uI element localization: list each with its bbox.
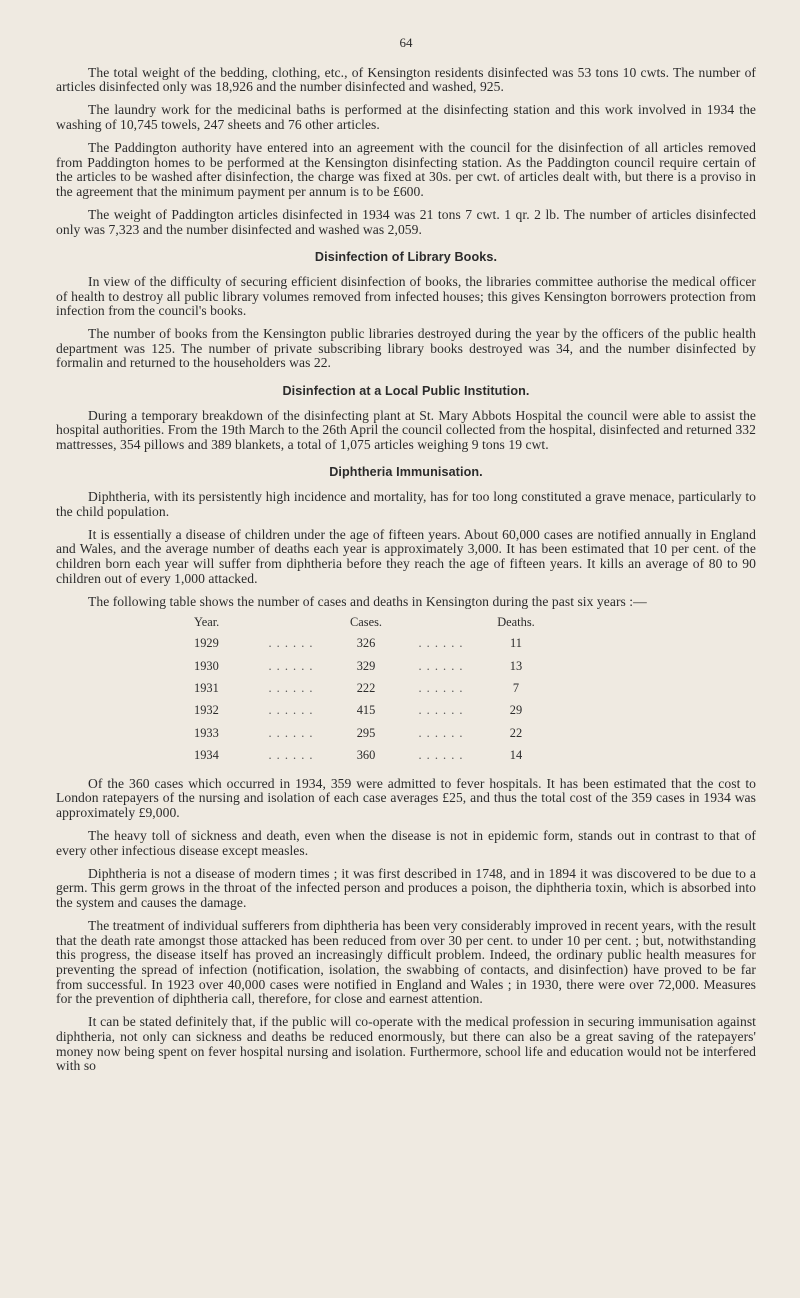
dot-leader: . . . . . . bbox=[418, 636, 464, 651]
cell-year: 1930 bbox=[194, 658, 219, 673]
cell-year: 1933 bbox=[194, 725, 219, 740]
paragraph-diphtheria-menace: Diphtheria, with its persistently high incidence and mortality, has for too long constituted a grave menace, particularly to the child population. bbox=[56, 489, 756, 519]
paragraph-paddington-weight: The weight of Paddington articles disinfected in 1934 was 21 tons 7 cwt. 1 qr. 2 lb. The number of articles disinfected only was 7,323 and the number disinfected and washed was 2,059. bbox=[56, 207, 756, 237]
cell-cases: 329 bbox=[356, 658, 376, 673]
cell-cases: 326 bbox=[356, 636, 376, 651]
paragraph-diphtheria-children: It is essentially a disease of children under the age of fifteen years. About 60,000 cases are notified annually in England and Wales, and the average number of deaths each year is approximately 3,000. It has been estimated that 10 per cent. of the children born each year will suffer from diphtheria before they reach the age of fifteen years. It kills an average of 80 to 90 children out of every 1,000 attacked. bbox=[56, 526, 756, 586]
paragraph-immunisation: It can be stated definitely that, if the public will co-operate with the medical profession in securing immunisation against diphtheria, not only can sickness and deaths be reduced enormously, but there can also be a great saving of the ratepayers' money now being spent on fever hospital nursing and isolation. Furthermore, school life and education would not be interfered with so bbox=[56, 1014, 756, 1074]
page-number: 64 bbox=[399, 35, 413, 50]
dot-leader: . . . . . . bbox=[418, 703, 464, 718]
cell-deaths: 22 bbox=[509, 725, 523, 740]
cell-year: 1932 bbox=[194, 703, 219, 718]
dot-leader: . . . . . . bbox=[268, 681, 314, 696]
paragraph-library-policy: In view of the difficulty of securing efficient disinfection of books, the libraries committee authorise the medical officer of health to destroy all public library volumes removed from infected houses; this gives Kensington borrowers protection from infection from the council's books. bbox=[56, 273, 756, 319]
cell-cases: 415 bbox=[356, 703, 376, 718]
heading-diphtheria-immunisation: Diphtheria Immunisation. bbox=[329, 465, 483, 480]
paragraph-heavy-toll: The heavy toll of sickness and death, even when the disease is not in epidemic form, stands out in contrast to that of every other infectious disease except measles. bbox=[56, 828, 756, 858]
dot-leader: . . . . . . bbox=[268, 703, 314, 718]
table-row bbox=[194, 722, 546, 744]
table-row bbox=[194, 744, 546, 766]
table-row bbox=[194, 655, 546, 677]
dot-leader: . . . . . . bbox=[418, 725, 464, 740]
paragraph-library-numbers: The number of books from the Kensington public libraries destroyed during the year by the officers of the public health department was 125. The number of private subscribing library books destroyed was 34, and the number disinfected by formalin and returned to the householders was 22. bbox=[56, 326, 756, 371]
cell-deaths: 13 bbox=[509, 658, 523, 673]
dot-leader: . . . . . . bbox=[268, 725, 314, 740]
dot-leader: . . . . . . bbox=[418, 658, 464, 673]
paragraph-cost-of-cases: Of the 360 cases which occurred in 1934, 359 were admitted to fever hospitals. It has been estimated that the cost to London ratepayers of the nursing and isolation of each case averages £25, and thus the total cost of the 359 cases in 1934 was approximately £9,000. bbox=[56, 775, 756, 820]
paragraph-table-intro: The following table shows the number of cases and deaths in Kensington during the past six years :— bbox=[88, 593, 647, 609]
paragraph-treatment: The treatment of individual sufferers from diphtheria has been very considerably improved in recent years, with the result that the death rate amongst those attacked has been reduced from over 30 per cent. to under 10 per cent. ; but, notwithstanding this progress, the disease itself has proved an increasingly difficult problem. Indeed, the ordinary public health measures for preventing the spread of infection (notification, isolation, the swabbing of contacts, and disinfection) have proved to be far from successful. In 1923 over 40,000 cases were notified in England and Wales ; in 1930, there were over 72,000. Measures for the prevention of diphtheria call, therefore, for close and earnest attention. bbox=[56, 918, 756, 1007]
dot-leader: . . . . . . bbox=[268, 748, 314, 763]
table-row bbox=[194, 677, 546, 699]
dot-leader: . . . . . . bbox=[268, 658, 314, 673]
header-cases: Cases. bbox=[349, 615, 382, 630]
header-year: Year. bbox=[194, 615, 220, 630]
header-deaths: Deaths. bbox=[497, 615, 535, 630]
dot-leader: . . . . . . bbox=[268, 636, 314, 651]
cell-cases: 295 bbox=[356, 725, 376, 740]
cases-deaths-table bbox=[194, 612, 546, 766]
dot-leader: . . . . . . bbox=[418, 748, 464, 763]
cell-cases: 222 bbox=[356, 681, 376, 696]
cell-deaths: 7 bbox=[512, 681, 520, 696]
cell-deaths: 14 bbox=[509, 748, 523, 763]
paragraph-history: Diphtheria is not a disease of modern times ; it was first described in 1748, and in 1894 it was discovered to be due to a germ. This germ grows in the throat of the infected person and produces a poison, the diphtheria toxin, which is absorbed into the system and causes the damage. bbox=[56, 865, 756, 911]
table-row bbox=[194, 700, 546, 722]
cell-year: 1934 bbox=[194, 748, 219, 763]
table-header-row bbox=[194, 612, 546, 632]
cell-deaths: 29 bbox=[509, 703, 523, 718]
paragraph-bedding-weight: The total weight of the bedding, clothing, etc., of Kensington residents disinfected was 53 tons 10 cwts. The number of articles disinfected only was 18,926 and the number disinfected and washed, 925. bbox=[56, 64, 756, 95]
cell-deaths: 11 bbox=[510, 636, 522, 651]
heading-local-institution: Disinfection at a Local Public Institution. bbox=[282, 384, 530, 399]
table-row bbox=[194, 632, 546, 654]
paragraph-laundry-work: The laundry work for the medicinal baths is performed at the disinfecting station and this work involved in 1934 the washing of 10,745 towels, 247 sheets and 76 other articles. bbox=[56, 102, 756, 132]
paragraph-paddington-agreement: The Paddington authority have entered into an agreement with the council for the disinfection of all articles removed from Paddington homes to be performed at the Kensington disinfecting station. As the Paddington council require certain of the articles to be washed after disinfection, the charge was fixed at 30s. per cwt. of articles dealt with, but there is a proviso in the agreement that the minimum payment per annum is to be £600. bbox=[56, 140, 756, 199]
heading-library-books: Disinfection of Library Books. bbox=[314, 250, 498, 265]
paragraph-hospital-breakdown: During a temporary breakdown of the disinfecting plant at St. Mary Abbots Hospital the council were able to assist the hospital authorities. From the 19th March to the 26th April the council collected from the hospital, disinfected and returned 332 mattresses, 354 pillows and 389 blankets, a total of 1,075 articles weighing 9 tons 19 cwt. bbox=[56, 407, 756, 452]
cell-year: 1931 bbox=[194, 681, 219, 696]
cell-cases: 360 bbox=[356, 748, 376, 763]
dot-leader: . . . . . . bbox=[418, 681, 464, 696]
cell-year: 1929 bbox=[194, 636, 219, 651]
